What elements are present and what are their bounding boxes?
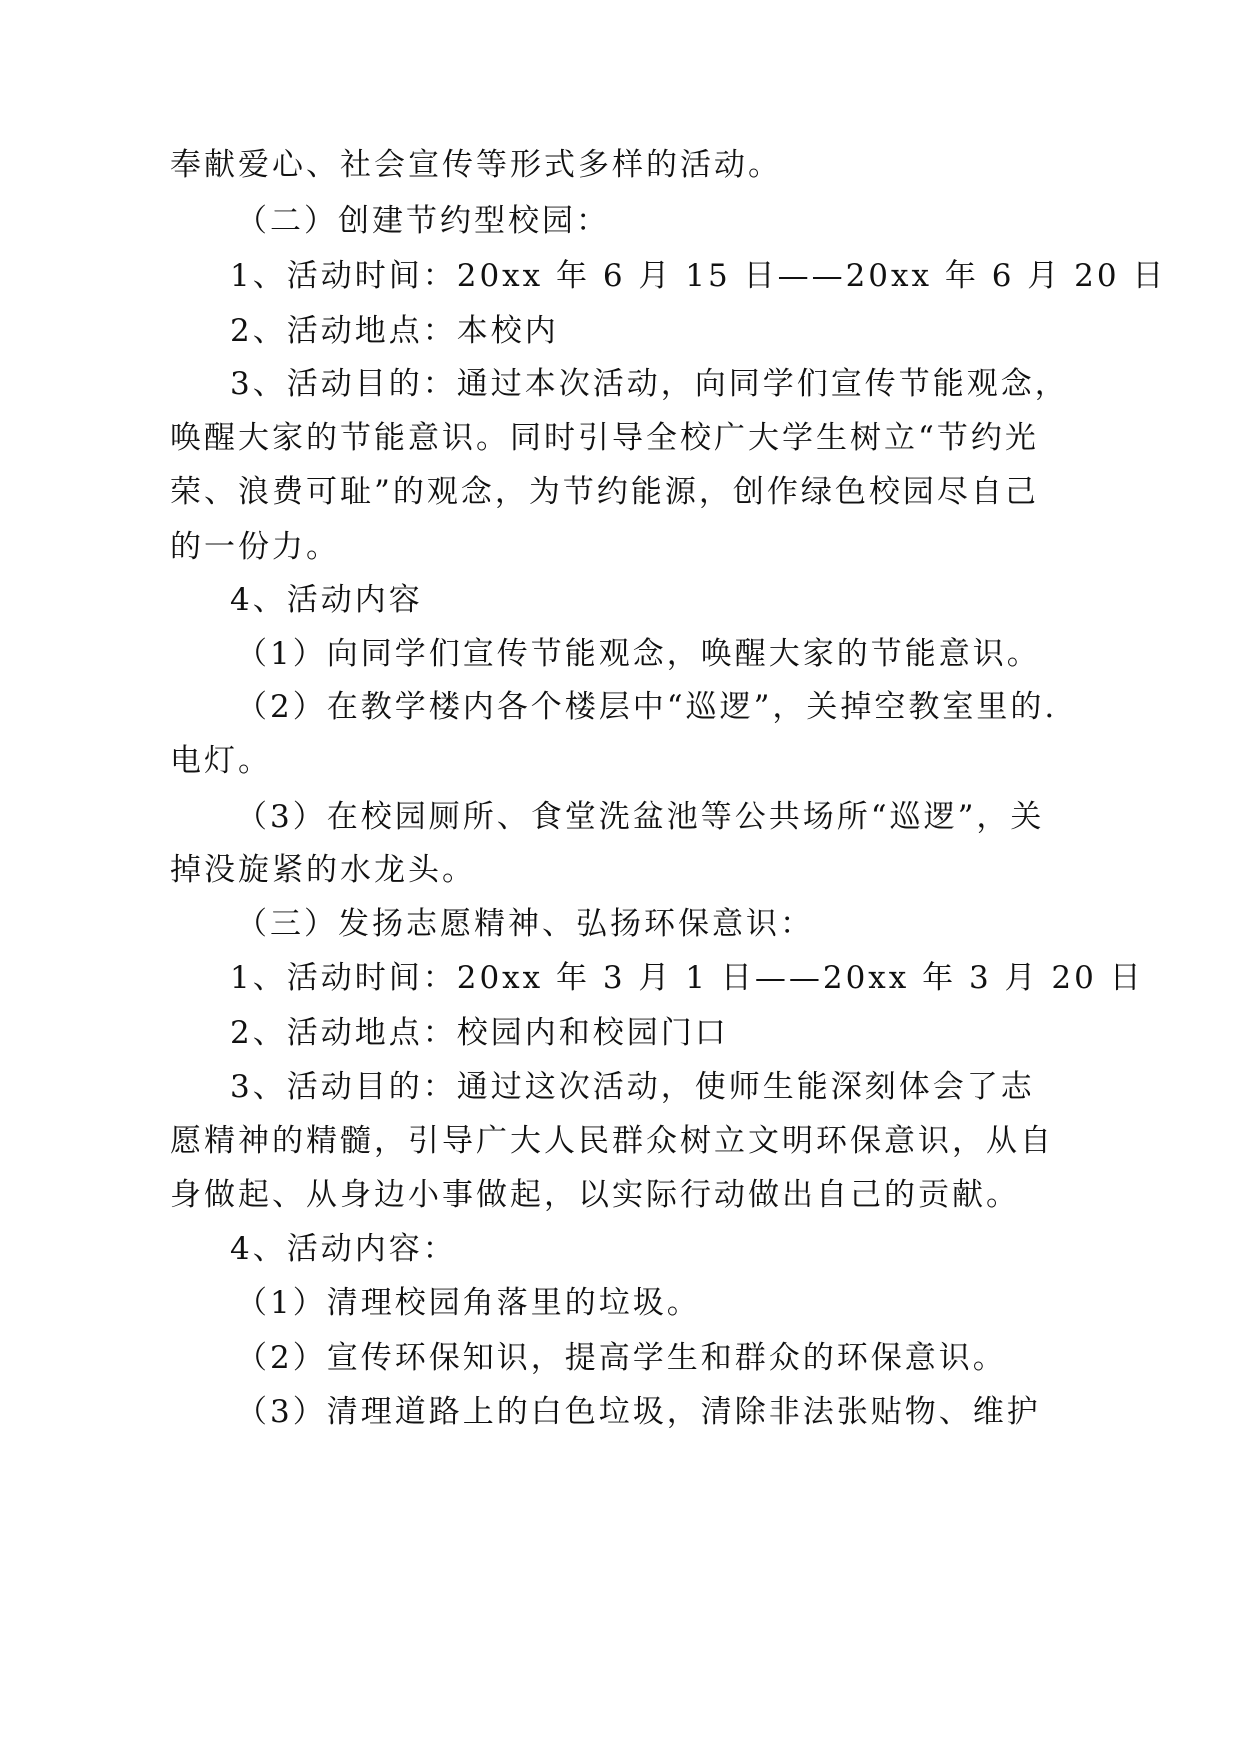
list-item: （2）宣传环保知识，提高学生和群众的环保意识。: [236, 1340, 1007, 1376]
paragraph-line: 3、活动目的：通过本次活动，向同学们宣传节能观念，: [230, 366, 1069, 402]
paragraph-line: 唤醒大家的节能意识。同时引导全校广大学生树立“节约光: [170, 420, 1039, 456]
list-item: （1）向同学们宣传节能观念，唤醒大家的节能意识。: [236, 636, 1041, 672]
paragraph-line: 奉献爱心、社会宣传等形式多样的活动。: [170, 147, 782, 183]
section-heading: （三）发扬志愿精神、弘扬环保意识：: [236, 906, 814, 942]
paragraph-line: 2、活动地点：本校内: [230, 313, 559, 349]
paragraph-line: 3、活动目的：通过这次活动，使师生能深刻体会了志: [230, 1069, 1035, 1105]
paragraph-line: 掉没旋紧的水龙头。: [170, 852, 476, 888]
list-item: （2）在教学楼内各个楼层中“巡逻”，关掉空教室里的.: [236, 689, 1058, 725]
paragraph-line: 愿精神的精髓，引导广大人民群众树立文明环保意识，从自: [170, 1123, 1054, 1159]
paragraph-line: 4、活动内容：: [230, 1231, 457, 1267]
paragraph-line: 电灯。: [170, 743, 272, 779]
paragraph-line: 1、活动时间：20xx 年 3 月 1 日——20xx 年 3 月 20 日: [230, 960, 1144, 996]
paragraph-line: 2、活动地点：校园内和校园门口: [230, 1015, 729, 1051]
list-item: （3）在校园厕所、食堂洗盆池等公共场所“巡逻”，关: [236, 799, 1045, 835]
paragraph-line: 1、活动时间：20xx 年 6 月 15 日——20xx 年 6 月 20 日: [230, 258, 1167, 294]
list-item: （3）清理道路上的白色垃圾，清除非法张贴物、维护: [236, 1394, 1041, 1430]
paragraph-line: 身做起、从身边小事做起，以实际行动做出自己的贡献。: [170, 1177, 1020, 1213]
paragraph-line: 荣、浪费可耻”的观念，为节约能源，创作绿色校园尽自己: [170, 474, 1039, 510]
section-heading: （二）创建节约型校园：: [236, 203, 610, 239]
paragraph-line: 4、活动内容: [230, 582, 423, 618]
list-item: （1）清理校园角落里的垃圾。: [236, 1285, 701, 1321]
paragraph-line: 的一份力。: [170, 529, 340, 565]
